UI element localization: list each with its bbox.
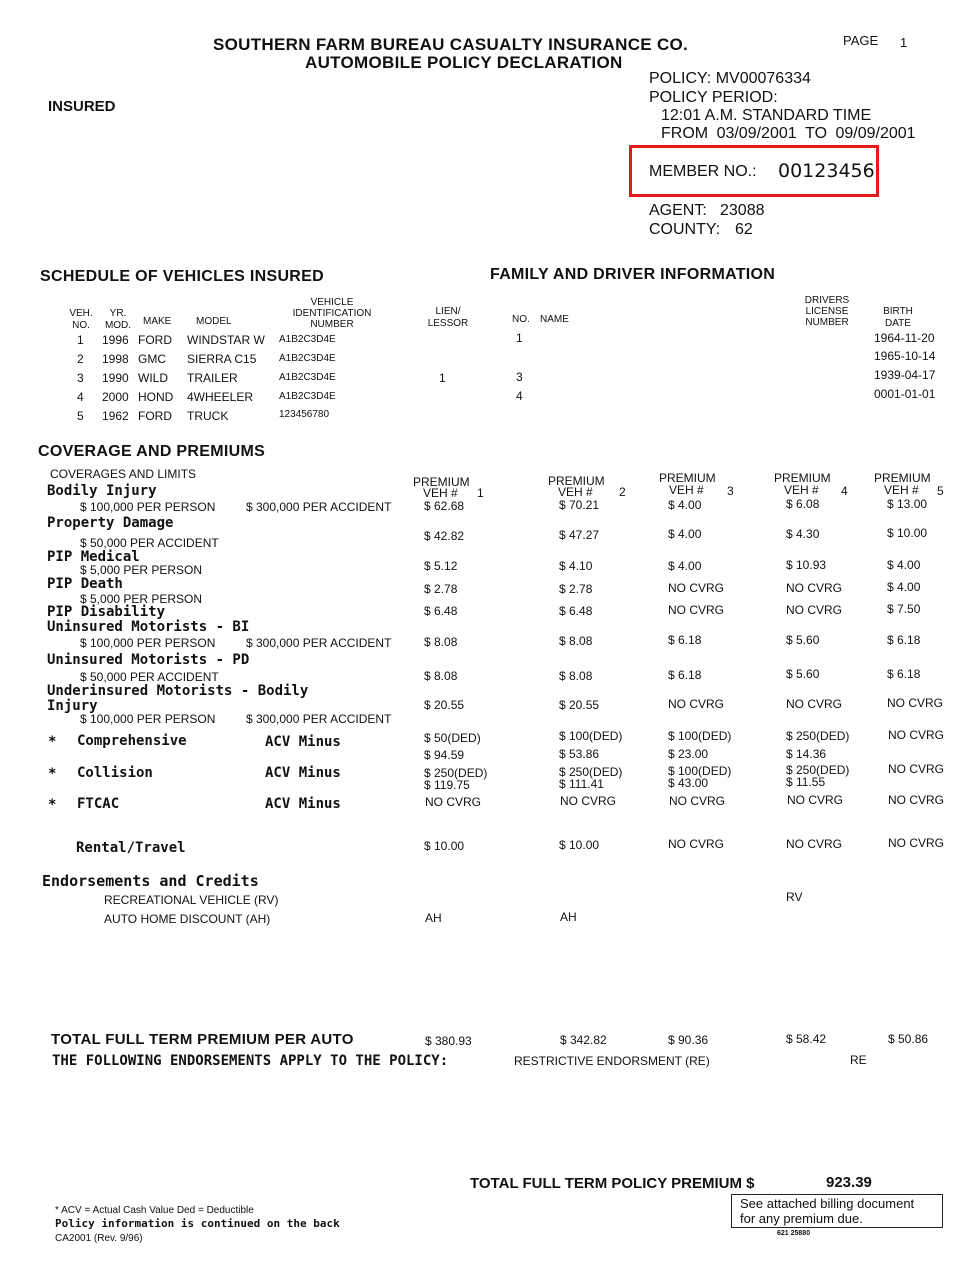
asterisk-marker: * xyxy=(48,734,57,750)
driver-birth: 1964-11-20 xyxy=(874,331,935,345)
premium-value: NO CVRG xyxy=(786,603,843,617)
premium-value: $ 4.00 xyxy=(887,580,921,594)
veh-vin: A1B2C3D4E xyxy=(279,391,336,402)
premium-value: NO CVRG xyxy=(669,794,726,808)
premium-value: $ 23.00 xyxy=(668,747,709,761)
premium-value: $ 8.08 xyxy=(424,635,458,649)
veh-vin: A1B2C3D4E xyxy=(279,372,336,383)
col-veh-no xyxy=(66,308,96,332)
premium-value: $ 8.08 xyxy=(559,634,593,648)
total-per-auto-value: $ 58.42 xyxy=(786,1032,827,1046)
coverage-limit: $ 300,000 PER ACCIDENT xyxy=(246,712,392,726)
county-label: COUNTY: xyxy=(649,221,721,238)
veh-year: 1990 xyxy=(102,371,129,385)
premium-value: $ 43.00 xyxy=(668,776,709,790)
col-veh-line1: VEH. xyxy=(69,308,93,319)
footer-form-number: CA2001 (Rev. 9/96) xyxy=(55,1233,143,1244)
col-make: MAKE xyxy=(143,316,172,327)
veh-make: GMC xyxy=(138,352,166,366)
veh-make: FORD xyxy=(138,333,172,347)
policy-from-range xyxy=(661,125,916,143)
coverage-name: Collision xyxy=(77,765,153,781)
deductible-value: $ 100(DED) xyxy=(668,729,732,743)
premium-value: NO CVRG xyxy=(668,697,725,711)
company-name: SOUTHERN FARM BUREAU CASUALTY INSURANCE CO. xyxy=(213,35,689,54)
premium-value: $ 5.60 xyxy=(786,633,820,647)
policy-period-label: POLICY PERIOD: xyxy=(649,89,778,106)
veh-label: VEH # xyxy=(669,483,704,497)
col-yr-mod xyxy=(101,308,135,332)
coverages-limits-label: COVERAGES AND LIMITS xyxy=(50,467,197,481)
driver-birth: 1965-10-14 xyxy=(874,349,936,363)
veh-no: 1 xyxy=(77,333,84,347)
veh-no: 4 xyxy=(77,390,84,404)
premium-value: NO CVRG xyxy=(668,581,725,595)
driver-birth: 0001-01-01 xyxy=(874,387,936,401)
col-vin-line1: VEHICLE xyxy=(310,297,354,308)
deductible-value: $ 250(DED) xyxy=(786,763,850,777)
rv-label: RECREATIONAL VEHICLE (RV) xyxy=(104,893,279,907)
col-license-line1: DRIVERS xyxy=(804,295,850,306)
premium-value: $ 10.00 xyxy=(887,526,928,540)
policy-endorsements-veh4: RE xyxy=(850,1053,867,1067)
veh-label: VEH # xyxy=(784,483,819,497)
premium-value: $ 14.36 xyxy=(786,747,827,761)
total-per-auto-value: $ 50.86 xyxy=(888,1032,929,1046)
veh-make: HOND xyxy=(138,390,174,404)
footer-continued: Policy information is continued on the back xyxy=(55,1217,340,1230)
col-license-line2: LICENSE xyxy=(805,306,849,317)
coverage-limit: $ 5,000 PER PERSON xyxy=(80,563,203,577)
col-lien xyxy=(422,306,474,330)
total-policy-premium-label: TOTAL FULL TERM POLICY PREMIUM $ xyxy=(470,1175,755,1192)
from-date: 03/09/2001 xyxy=(716,125,797,142)
veh-label: VEH # xyxy=(558,485,593,499)
from-label: FROM xyxy=(661,125,709,142)
premium-value: $ 111.41 xyxy=(559,777,604,791)
coverage-limit: $ 300,000 PER ACCIDENT xyxy=(246,636,392,650)
col-yr-line1: YR. xyxy=(109,308,127,319)
veh-number: 3 xyxy=(727,484,734,498)
billing-notice-box xyxy=(731,1194,943,1228)
policy-endorsements-value: RESTRICTIVE ENDORSMENT (RE) xyxy=(514,1054,710,1068)
premium-value: $ 5.60 xyxy=(786,667,820,681)
driver-no: 3 xyxy=(516,370,523,384)
footer-small-code: 621 25880 xyxy=(777,1230,811,1237)
veh-number: 5 xyxy=(937,484,944,498)
premium-value: $ 20.55 xyxy=(559,698,600,712)
premium-value: $ 8.08 xyxy=(559,669,593,683)
col-vin-line3: NUMBER xyxy=(310,319,354,330)
coverage-basis: ACV Minus xyxy=(265,765,341,781)
premium-value: $ 6.18 xyxy=(668,668,702,682)
veh-no: 3 xyxy=(77,371,84,385)
premium-value: $ 6.48 xyxy=(559,604,593,618)
premium-value: $ 4.00 xyxy=(668,559,702,573)
premium-value: $ 47.27 xyxy=(559,528,600,542)
deductible-value: $ 100(DED) xyxy=(668,764,732,778)
col-lien-line1: LIEN/ xyxy=(435,306,461,317)
premium-label: PREMIUM xyxy=(659,471,716,485)
veh-year: 1996 xyxy=(102,333,129,347)
premium-value: NO CVRG xyxy=(786,837,843,851)
veh-model: SIERRA C15 xyxy=(187,352,257,366)
veh-year: 1998 xyxy=(102,352,129,366)
deductible-value: $ 250(DED) xyxy=(559,765,623,779)
coverage-name: FTCAC xyxy=(77,796,120,812)
col-license-line3: NUMBER xyxy=(805,317,849,328)
policy-number: POLICY: MV00076334 xyxy=(649,70,811,87)
premium-value: $ 4.00 xyxy=(887,558,921,572)
premium-value: $ 6.08 xyxy=(786,497,820,511)
col-veh-line2: NO. xyxy=(72,320,90,331)
member-number: 00123456 xyxy=(778,160,875,182)
coverage-name: Rental/Travel xyxy=(76,840,186,856)
premium-label: PREMIUM xyxy=(413,475,470,489)
coverage-name: Comprehensive xyxy=(77,733,187,749)
premium-value: $ 6.18 xyxy=(887,633,921,647)
col-vin-line2: IDENTIFICATION xyxy=(292,308,372,319)
veh-model: TRUCK xyxy=(187,409,229,423)
premium-value: $ 10.00 xyxy=(424,839,465,853)
member-label: MEMBER NO.: xyxy=(649,163,757,180)
premium-value: $ 13.00 xyxy=(887,497,928,511)
coverage-name: Property Damage xyxy=(47,515,174,531)
col-driver-name: NAME xyxy=(540,314,569,325)
coverage-name-cont: Injury xyxy=(47,698,98,714)
veh-label: VEH # xyxy=(884,483,919,497)
ah-veh2: AH xyxy=(560,910,577,924)
premium-value: $ 119.75 xyxy=(424,778,470,792)
coverage-limit: $ 5,000 PER PERSON xyxy=(80,592,203,606)
deductible-value: NO CVRG xyxy=(888,762,945,776)
col-vin xyxy=(282,297,382,330)
total-per-auto-value: $ 90.36 xyxy=(668,1033,709,1047)
veh-vin: 123456780 xyxy=(279,409,330,420)
premium-value: $ 53.86 xyxy=(559,747,600,761)
coverage-basis: ACV Minus xyxy=(265,734,341,750)
premium-value: $ 2.78 xyxy=(424,582,458,596)
premium-value: NO CVRG xyxy=(887,696,944,710)
total-policy-premium-value: 923.39 xyxy=(826,1174,872,1191)
coverage-basis: ACV Minus xyxy=(265,796,341,812)
to-date: 09/09/2001 xyxy=(835,125,916,142)
total-per-auto-value: $ 342.82 xyxy=(560,1033,607,1047)
veh-lien: 1 xyxy=(439,371,446,385)
ah-label: AUTO HOME DISCOUNT (AH) xyxy=(104,912,271,926)
premium-value: $ 10.93 xyxy=(786,558,827,572)
veh-make: FORD xyxy=(138,409,172,423)
document-title: AUTOMOBILE POLICY DECLARATION xyxy=(305,53,623,72)
col-yr-line2: MOD. xyxy=(104,320,132,331)
premium-label: PREMIUM xyxy=(874,471,931,485)
premium-value: NO CVRG xyxy=(560,794,617,808)
veh-label: VEH # xyxy=(423,486,458,500)
coverage-section-title: COVERAGE AND PREMIUMS xyxy=(38,443,266,460)
veh-year: 2000 xyxy=(102,390,129,404)
col-license xyxy=(796,295,858,328)
rv-veh4: RV xyxy=(786,890,803,904)
col-driver-no: NO. xyxy=(512,314,530,325)
premium-value: $ 2.78 xyxy=(559,582,593,596)
family-section-title: FAMILY AND DRIVER INFORMATION xyxy=(490,266,776,283)
ah-veh1: AH xyxy=(425,911,442,925)
coverage-name: Underinsured Motorists - Bodily xyxy=(47,683,309,699)
asterisk-marker: * xyxy=(48,797,57,813)
deductible-value: $ 100(DED) xyxy=(559,729,623,743)
footer-legend: * ACV = Actual Cash Value Ded = Deductible xyxy=(55,1205,254,1216)
premium-value: NO CVRG xyxy=(786,697,843,711)
insured-label: INSURED xyxy=(48,98,116,115)
billing-line-2: for any premium due. xyxy=(740,1211,863,1226)
policy-endorsements-label: THE FOLLOWING ENDORSEMENTS APPLY TO THE POLICY: xyxy=(52,1053,449,1069)
col-birth-line2: DATE xyxy=(885,318,911,329)
deductible-value: $ 50(DED) xyxy=(424,731,481,745)
premium-value: $ 11.55 xyxy=(786,775,826,789)
premium-value: $ 62.68 xyxy=(424,499,465,513)
coverage-name: Uninsured Motorists - PD xyxy=(47,652,250,668)
premium-value: $ 4.30 xyxy=(786,527,820,541)
billing-line-1: See attached billing document xyxy=(740,1196,915,1211)
col-model: MODEL xyxy=(196,316,232,327)
agent-label: AGENT: xyxy=(649,202,707,219)
asterisk-marker: * xyxy=(48,766,57,782)
coverage-limit: $ 50,000 PER ACCIDENT xyxy=(80,536,219,550)
col-birth-line1: BIRTH xyxy=(883,306,913,317)
driver-no: 4 xyxy=(516,389,523,403)
premium-value: NO CVRG xyxy=(425,795,482,809)
premium-value: $ 10.00 xyxy=(559,838,600,852)
veh-no: 5 xyxy=(77,409,84,423)
premium-value: $ 6.18 xyxy=(668,633,702,647)
deductible-value: $ 250(DED) xyxy=(424,766,488,780)
vehicles-section-title: SCHEDULE OF VEHICLES INSURED xyxy=(40,268,324,285)
premium-value: $ 7.50 xyxy=(887,602,921,616)
premium-value: NO CVRG xyxy=(787,793,844,807)
coverage-name: Uninsured Motorists - BI xyxy=(47,619,250,635)
total-per-auto-label: TOTAL FULL TERM PREMIUM PER AUTO xyxy=(51,1031,354,1048)
premium-value: $ 8.08 xyxy=(424,669,458,683)
veh-vin: A1B2C3D4E xyxy=(279,334,336,345)
veh-number: 2 xyxy=(619,485,626,499)
veh-model: 4WHEELER xyxy=(187,390,254,404)
coverage-name: Bodily Injury xyxy=(47,483,157,499)
veh-year: 1962 xyxy=(102,409,129,423)
premium-label: PREMIUM xyxy=(774,471,831,485)
premium-value: NO CVRG xyxy=(668,603,725,617)
coverage-limit: $ 100,000 PER PERSON xyxy=(80,636,216,650)
premium-value: $ 4.00 xyxy=(668,527,702,541)
coverage-name: PIP Death xyxy=(47,576,123,592)
total-per-auto-value: $ 380.93 xyxy=(425,1034,472,1048)
premium-value: NO CVRG xyxy=(888,793,945,807)
veh-vin: A1B2C3D4E xyxy=(279,353,336,364)
driver-birth: 1939-04-17 xyxy=(874,368,936,382)
veh-no: 2 xyxy=(77,352,84,366)
veh-model: TRAILER xyxy=(187,371,238,385)
premium-value: $ 4.10 xyxy=(559,559,593,573)
coverage-name: PIP Disability xyxy=(47,604,166,620)
to-label: TO xyxy=(805,125,828,142)
coverage-limit: $ 50,000 PER ACCIDENT xyxy=(80,670,219,684)
veh-make: WILD xyxy=(138,371,168,385)
premium-value: $ 94.59 xyxy=(424,748,465,762)
premium-value: $ 42.82 xyxy=(424,529,465,543)
deductible-value: $ 250(DED) xyxy=(786,729,850,743)
driver-no: 1 xyxy=(516,331,523,345)
premium-value: $ 6.18 xyxy=(887,667,921,681)
veh-number: 1 xyxy=(477,486,484,500)
premium-value: NO CVRG xyxy=(786,581,843,595)
policy-time: 12:01 A.M. STANDARD TIME xyxy=(661,107,872,124)
coverage-limit: $ 100,000 PER PERSON xyxy=(80,500,216,514)
coverage-name: PIP Medical xyxy=(47,549,140,565)
col-birth xyxy=(876,306,920,330)
coverage-limit: $ 300,000 PER ACCIDENT xyxy=(246,500,392,514)
premium-value: NO CVRG xyxy=(888,836,945,850)
premium-value: $ 6.48 xyxy=(424,604,458,618)
premium-value: NO CVRG xyxy=(668,837,725,851)
county-value: 62 xyxy=(735,221,753,238)
deductible-value: NO CVRG xyxy=(888,728,945,742)
col-lien-line2: LESSOR xyxy=(427,318,469,329)
premium-label: PREMIUM xyxy=(548,474,605,488)
premium-value: $ 5.12 xyxy=(424,559,458,573)
agent-value: 23088 xyxy=(720,202,765,219)
endorsements-title: Endorsements and Credits xyxy=(42,872,259,890)
premium-value: $ 4.00 xyxy=(668,498,702,512)
coverage-limit: $ 100,000 PER PERSON xyxy=(80,712,216,726)
page-label: PAGE xyxy=(843,33,879,48)
veh-number: 4 xyxy=(841,484,848,498)
premium-value: $ 70.21 xyxy=(559,498,600,512)
page-number: 1 xyxy=(900,35,908,50)
premium-value: $ 20.55 xyxy=(424,698,465,712)
veh-model: WINDSTAR W xyxy=(187,333,265,347)
